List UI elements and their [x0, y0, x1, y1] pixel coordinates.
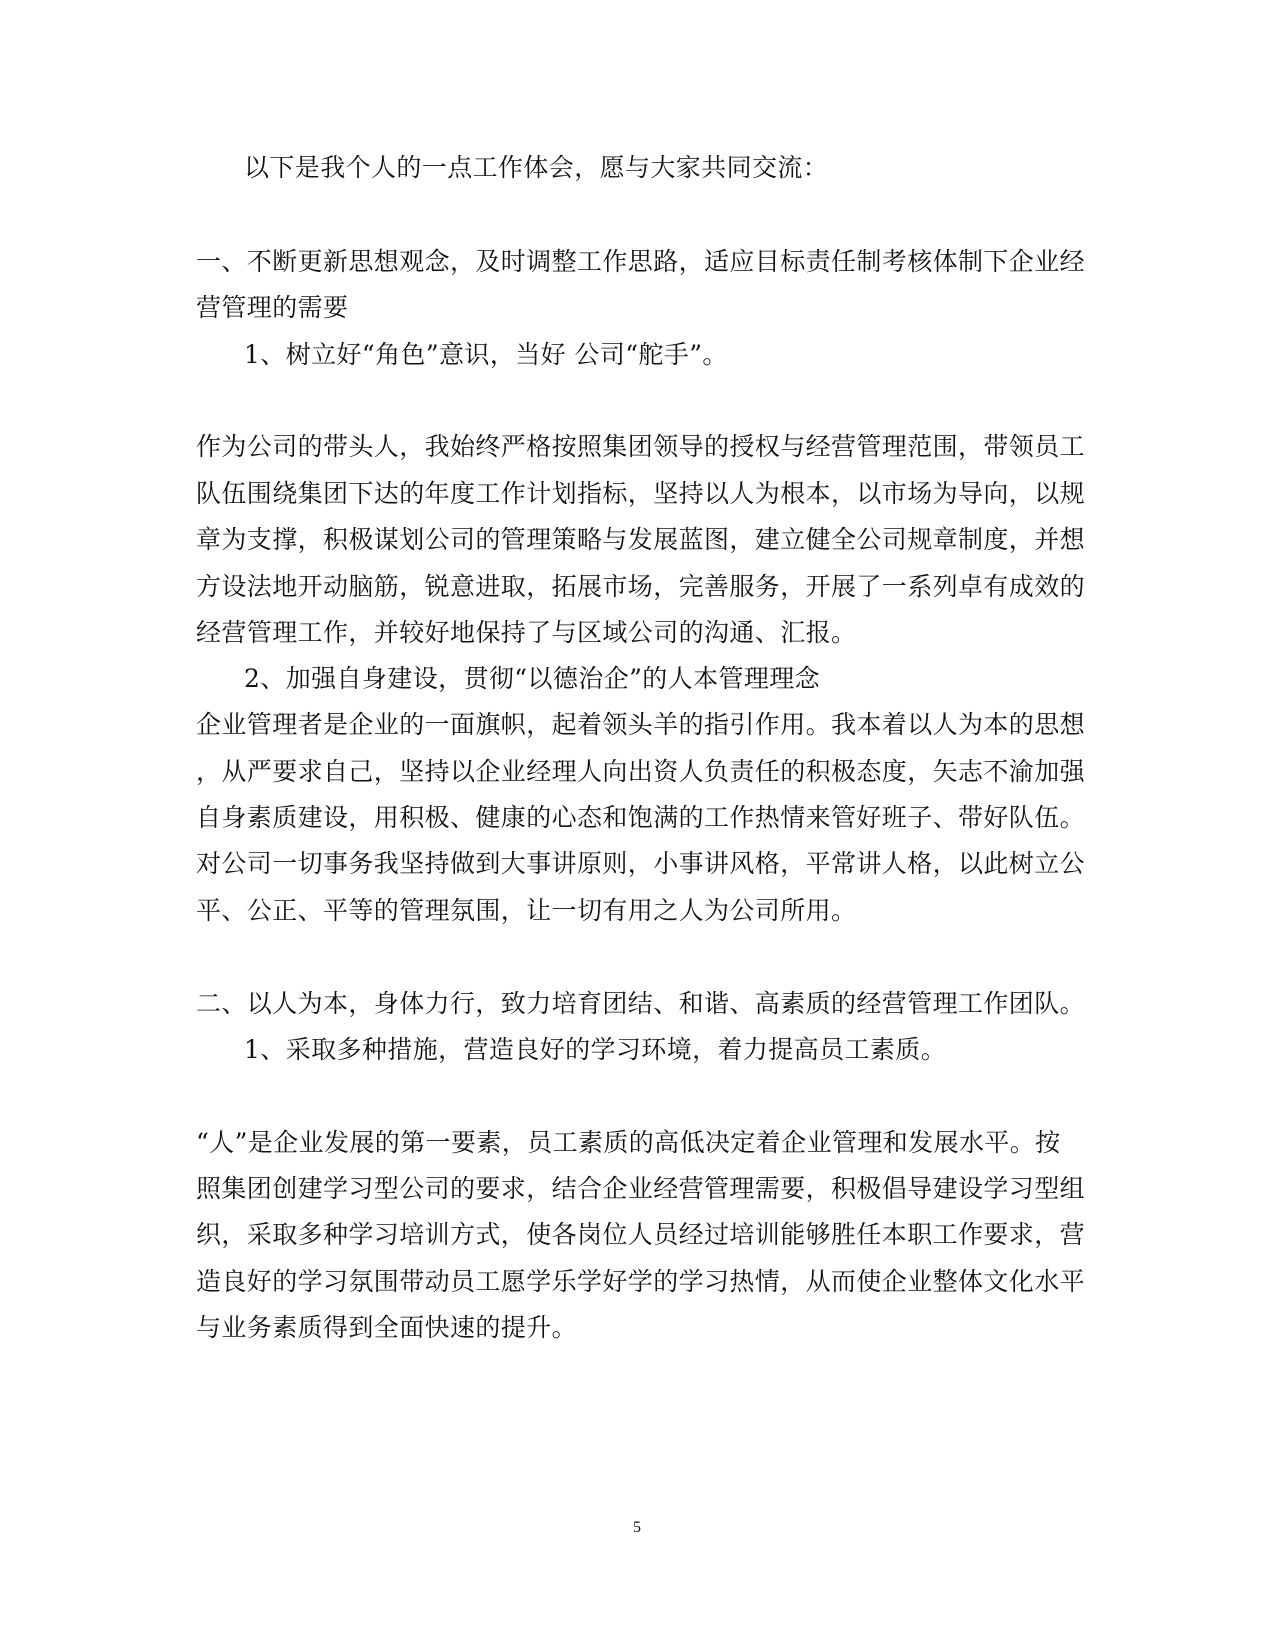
section1-item2-body-line: ，从严要求自己，坚持以企业经理人向出资人负责任的积极态度，矢志不渝加强: [196, 757, 1086, 786]
section1-item1-body-line: 队伍围绕集团下达的年度工作计划指标，坚持以人为根本，以市场为导向，以规: [196, 479, 1086, 508]
section1-item1-body-line: 方设法地开动脑筋，锐意进取，拓展市场，完善服务，开展了一系列卓有成效的: [196, 572, 1086, 601]
section2-heading: 二、以人为本，身体力行，致力培育团结、和谐、高素质的经营管理工作团队。: [196, 989, 1086, 1018]
section1-heading-line1: 一、不断更新思想观念，及时调整工作思路，适应目标责任制考核体制下企业经: [196, 247, 1086, 276]
section2-item1-body-line: “人”是企业发展的第一要素，员工素质的高低决定着企业管理和发展水平。按: [196, 1128, 1061, 1157]
section1-item1-body-line: 经营管理工作，并较好地保持了与区域公司的沟通、汇报。: [196, 618, 857, 647]
section1-item1-body-line: 作为公司的带头人，我始终严格按照集团领导的授权与经营管理范围，带领员工: [196, 432, 1086, 461]
section2-item1-title: 1、采取多种措施，营造良好的学习环境，着力提高员工素质。: [244, 1035, 947, 1064]
section1-item2-body-line: 平、公正、平等的管理氛围，让一切有用之人为公司所用。: [196, 896, 857, 925]
section1-item1-body-line: 章为支撑，积极谋划公司的管理策略与发展蓝图，建立健全公司规章制度，并想: [196, 525, 1086, 554]
section1-item2-body-line: 自身素质建设，用积极、健康的心态和饱满的工作热情来管好班子、带好队伍。: [196, 803, 1086, 832]
section2-item1-body-line: 织，采取多种学习培训方式，使各岗位人员经过培训能够胜任本职工作要求，营: [196, 1220, 1086, 1249]
section2-item1-body-line: 与业务素质得到全面快速的提升。: [196, 1313, 578, 1342]
page-number: 5: [633, 1519, 641, 1536]
section2-item1-body-line: 造良好的学习氛围带动员工愿学乐学好学的学习热情，从而使企业整体文化水平: [196, 1267, 1086, 1296]
section1-item2-body-line: 企业管理者是企业的一面旗帜，起着领头羊的指引作用。我本着以人为本的思想: [196, 710, 1086, 739]
section1-item2-body-line: 对公司一切事务我坚持做到大事讲原则，小事讲风格，平常讲人格，以此树立公: [196, 849, 1086, 878]
section1-heading-line2: 营管理的需要: [196, 293, 349, 322]
intro-paragraph: 以下是我个人的一点工作体会，愿与大家共同交流：: [244, 153, 829, 182]
section1-item1-title: 1、树立好“角色”意识，当好 公司“舵手”。: [244, 340, 728, 369]
section1-item2-title: 2、加强自身建设，贯彻“以德治企”的人本管理理念: [244, 664, 821, 693]
section2-item1-body-line: 照集团创建学习型公司的要求，结合企业经营管理需要，积极倡导建设学习型组: [196, 1174, 1086, 1203]
